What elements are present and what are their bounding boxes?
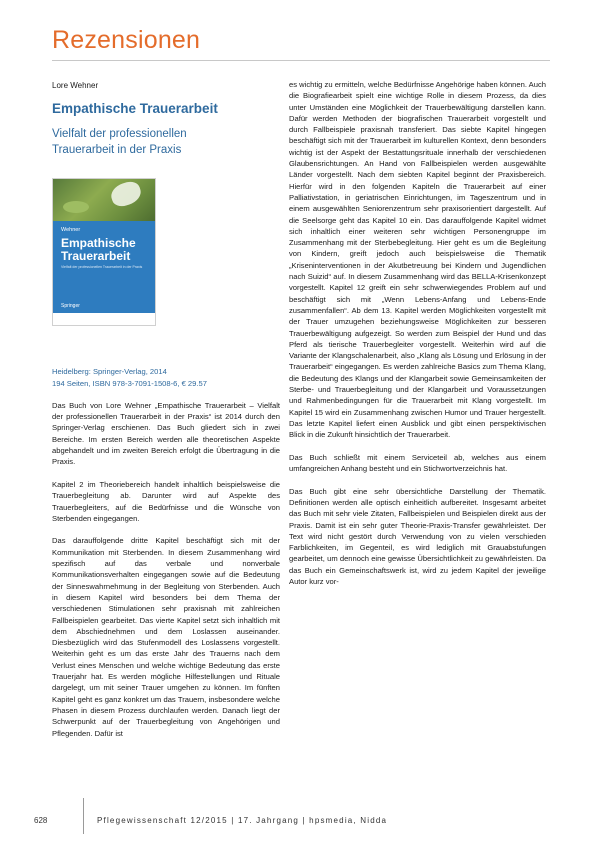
section-header: Rezensionen xyxy=(52,26,201,54)
cover-subtitle: Vielfalt der professionellen Trauerarbeit in der Praxis xyxy=(61,265,143,270)
book-subtitle-line-2: Trauerarbeit in der Praxis xyxy=(52,144,182,157)
book-meta-line-1: Heidelberg: Springer-Verlag, 2014 xyxy=(52,367,167,377)
book-meta-line-2: 194 Seiten, ISBN 978-3-7091-1508-6, € 29.57 xyxy=(52,378,207,388)
cover-title-line-1: Empathische xyxy=(61,236,136,251)
footer-text: Pflegewissenschaft 12/2015 | 17. Jahrgang | hpsmedia, Nidda xyxy=(97,816,388,825)
review-paragraph: es wichtig zu ermitteln, welche Bedürfnisse Angehörige haben können. Auch die Biografiearbeit spielt eine wichtige Rolle in diesem Prozess, da dies unter Umständen eine Möglichkeit der Trauerbewältigung darstellen kann. Dafür werden Methoden der biografischen Trauerarbeit vorgestellt und durch Fallbeispiele praxisnah transferiert. Das siebte Kapitel hingegen beschäftigt sich mit der Trauerarbeit im kulturellen Kontext, denn besonders wichtig ist der Aspekt der Bestattungsrituale innerhalb der verschiedenen Glaubensrichtungen. An Hand von Fallbeispielen werden ausgewählte Länder vorgestellt. Nach dem siebten Kapitel beginnt der Praxisbereich. Hierfür wird in den folgenden Kapiteln die Trauerarbeit auf einer Palliativstation, in geriatrischen Einrichtungen, im Tageszentrum und in einem ausgewählten Seniorenzentrum sehr praxisorientiert dargestellt. Auf die Seelsorge geht das Kapitel 10 ein. Das darauffolgende Kapitel widmet sich inhaltlich einer weiteren sehr wichtigen Personengruppe im Zusammenhang mit der Sterbebegleitung. Hier geht es um die Begleitung von Kindern, greift jedoch auch beispielsweise die Thematik „Kriseninterventionen in der Akutbetreuung bei Kindern und Jugendlichen nach Suizid“ auf. In diesem Zusammenhang wird das BELLA-Krisenkonzept vorgestellt. Kapitel 12 greift ein sehr schwerwiegendes Problem auf und beschäftigt sich mit „Wenn Lebens-Anfang und Lebens-Ende zusammenfallen“. Ab dem 13. Kapitel werden Möglichkeiten vorgestellt mit der Trauer umzugehen beziehungsweise Möglichkeiten zur besseren Trauerbewältigung aufgezeigt. So werden zum Beispiel der Hund und das Pferd als tierische Trauerbegleiter vorgestellt. Weiterhin wird auf die Variante der Klangschalenarbeit, also „Klang als Lösung und Erlösung in der Trauerarbeit“ eingegangen. Es werden zahlreiche Basics zum Thema Klang, die Bedeutung des Klangs und der Klangarbeit sowie Gemeinsamkeiten der Sterbe- und Trauerbegleitung und der Klangarbeit und Voraussetzungen und Rahmenbedingungen für die Trauerarbeit mit Klang vorgestellt. Im Kapitel 15 wird ein Zusammenhang zwischen Humor und Trauer hergestellt. Das letzte Kapitel liefert einen Ausblick und gibt einen perspektivischen Blick in die Zukunft hinsichtlich der Trauerarbeit. xyxy=(289,80,546,440)
header-rule xyxy=(52,60,550,61)
book-subtitle xyxy=(52,126,280,158)
cover-photo xyxy=(53,179,156,221)
review-paragraph: Das Buch von Lore Wehner „Empathische Trauerarbeit – Vielfalt der professionellen Trauerarbeit in der Praxis“ ist 2014 durch den Springer-Verlag erschienen. Das Buch gliedert sich in zwei Bereiche. Im ersten Bereich werden alle theoretischen Aspekte abgehandelt und im zweiten Bereich erfolgt die Übertragung in die Praxis. xyxy=(52,400,280,467)
review-paragraph: Das Buch gibt eine sehr übersichtliche Darstellung der Thematik. Definitionen werden alle optisch einheitlich aufbereitet. Insgesamt arbeitet das Buch mit sehr viele Zitaten, Fallbeispielen und Beispielen direkt aus der Praxis. Damit ist ein sehr guter Theorie-Praxis-Transfer gewährleistet. Der Text wird nicht gestört durch Verwendung von zu vielen verschieden Farblichkeiten, im Gegenteil, es wird lediglich mit Grauabstufungen gearbeitet, um dennoch eine gewisse Übersichtlichkeit zu gewährleisten. Da das Buch ein Gemeinschaftswerk ist, wird zu jedem Kapitel der jeweilige Autor kurz vor- xyxy=(289,486,546,587)
right-column xyxy=(289,79,546,599)
book-subtitle-line-1: Vielfalt der professionellen xyxy=(52,128,187,141)
review-paragraph: Kapitel 2 im Theoriebereich handelt inhaltlich beispielsweise die Trauerbegleitung ab. Darunter wird auf Aspekte des Trauerbegleiters, auf die Bedürfnisse und die Wünsche von Sterbenden eingegangen. xyxy=(52,479,280,523)
left-column xyxy=(52,80,280,750)
footer-divider xyxy=(83,798,84,834)
cover-title-line-2: Trauerarbeit xyxy=(61,249,131,264)
book-title: Empathische Trauerarbeit xyxy=(52,101,218,117)
cover-author: Wehner xyxy=(61,227,81,234)
cover-title xyxy=(61,237,136,263)
review-paragraph: Das darauffolgende dritte Kapitel beschäftigt sich mit der Kommunikation mit Sterbenden. In diesem Zusammenhang wird spezifisch auf das verbale und nonverbale Kommunikationsverhalten eingegangen sowie auf die Bedeutung der Sinneswahrnehmung in der Begleitung von Sterbenden. Auch in diesem Kapitel wird besonders bei dem Thema der verschiedenen Stimulationen sehr praxisnah mit zahlreichen Fallbeispielen gearbeitet. Das vierte Kapitel setzt sich inhaltlich mit dem Abschiednehmen und dem Loslassen auseinander. Diesbezüglich wird das Stufenmodell des Loslassens vorgestellt. Weiterhin geht es um das erste Jahr des Trauerns nach dem Verlust eines Menschen und welche wichtige Bedeutung das erste Trauerjahr hat. Es werden mögliche Hilfestellungen und Rituale dargelegt, um mit seiner Trauer umgehen zu können. Im fünften Kapitel geht es ganz konkret um das Trauern, insbesondere welche Phasen in diesem Prozess durchlaufen werden. Danach liegt der Schwerpunkt auf der Trauerbegleitung von Angehörigen und Pflegenden. Dafür ist xyxy=(52,536,280,738)
cover-publisher: Springer xyxy=(61,303,80,310)
review-author: Lore Wehner xyxy=(52,81,99,90)
book-meta xyxy=(52,366,280,389)
page-number: 628 xyxy=(34,816,48,825)
review-paragraph: Das Buch schließt mit einem Serviceteil ab, welches aus einem umfangreichen Anhang besteht und ein Stichwortverzeichnis hat. xyxy=(289,452,546,474)
book-cover-image xyxy=(52,178,156,326)
